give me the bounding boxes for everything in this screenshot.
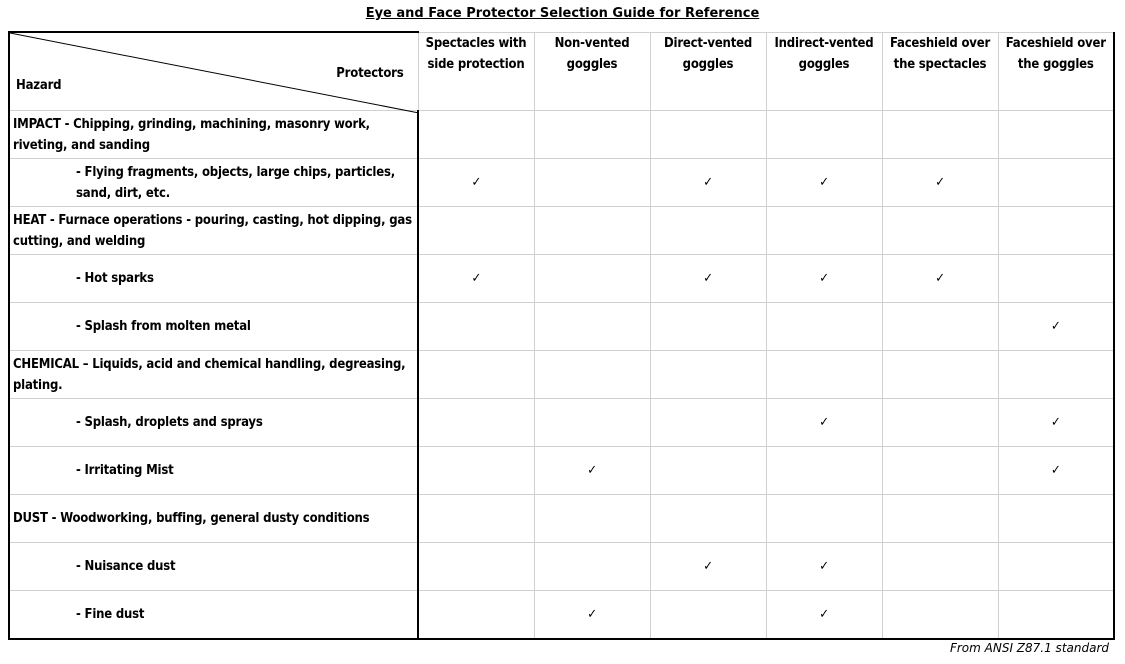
empty-cell <box>418 111 534 159</box>
check-mark-cell <box>766 255 882 303</box>
hazard-label: - Splash from molten metal <box>9 303 418 351</box>
hazard-category-row <box>9 207 1114 255</box>
hazard-category-row <box>9 495 1114 543</box>
check-mark-cell <box>418 159 534 207</box>
hazard-category-row <box>9 111 1114 159</box>
empty-cell <box>650 207 766 255</box>
hazard-label: - Flying fragments, objects, large chips, particles, sand, dirt, etc. <box>9 159 418 207</box>
empty-cell <box>650 303 766 351</box>
hazard-label: - Fine dust <box>9 591 418 640</box>
empty-cell <box>766 111 882 159</box>
hazard-sub-row <box>9 255 1114 303</box>
column-header: Non-vented goggles <box>534 32 650 111</box>
empty-cell <box>998 207 1114 255</box>
empty-cell <box>766 303 882 351</box>
empty-cell <box>418 495 534 543</box>
check-mark-cell <box>998 447 1114 495</box>
hazard-sub-row <box>9 447 1114 495</box>
check-icon: ✓ <box>935 271 945 286</box>
empty-cell <box>882 111 998 159</box>
column-header: Faceshield over the goggles <box>998 32 1114 111</box>
empty-cell <box>534 159 650 207</box>
check-mark-cell <box>650 159 766 207</box>
check-icon: ✓ <box>819 415 829 430</box>
hazard-category-label: IMPACT - Chipping, grinding, machining, masonry work, riveting, and sanding <box>9 111 418 159</box>
empty-cell <box>766 447 882 495</box>
empty-cell <box>534 207 650 255</box>
empty-cell <box>534 351 650 399</box>
empty-cell <box>882 447 998 495</box>
header-row <box>9 32 1114 111</box>
check-mark-cell <box>766 399 882 447</box>
check-mark-cell <box>998 399 1114 447</box>
empty-cell <box>418 399 534 447</box>
check-mark-cell <box>418 255 534 303</box>
check-icon: ✓ <box>1050 415 1061 430</box>
hazard-sub-row <box>9 543 1114 591</box>
hazard-sub-row <box>9 159 1114 207</box>
check-mark-cell <box>882 255 998 303</box>
column-header: Faceshield over the spectacles <box>882 32 998 111</box>
check-icon: ✓ <box>819 175 829 190</box>
check-mark-cell <box>650 543 766 591</box>
check-mark-cell <box>534 591 650 640</box>
empty-cell <box>650 495 766 543</box>
empty-cell <box>534 111 650 159</box>
empty-cell <box>766 351 882 399</box>
check-icon: ✓ <box>703 559 713 574</box>
hazard-label: - Splash, droplets and sprays <box>9 399 418 447</box>
check-mark-cell <box>650 255 766 303</box>
check-icon: ✓ <box>819 607 829 622</box>
hazard-label: Hazard <box>16 78 62 93</box>
hazard-category-label: CHEMICAL – Liquids, acid and chemical handling, degreasing, plating. <box>9 351 418 399</box>
check-icon: ✓ <box>819 559 829 574</box>
check-icon: ✓ <box>471 175 482 190</box>
check-icon: ✓ <box>819 271 829 286</box>
table-body <box>9 111 1114 640</box>
check-mark-cell <box>766 159 882 207</box>
selection-table <box>8 31 1115 640</box>
hazard-label: - Hot sparks <box>9 255 418 303</box>
hazard-category-label: HEAT - Furnace operations - pouring, casting, hot dipping, gas cutting, and welding <box>9 207 418 255</box>
check-icon: ✓ <box>703 175 713 190</box>
check-mark-cell <box>882 159 998 207</box>
page-title: Eye and Face Protector Selection Guide for Reference <box>365 6 760 21</box>
check-icon: ✓ <box>471 271 482 286</box>
check-icon: ✓ <box>587 607 597 622</box>
empty-cell <box>882 495 998 543</box>
empty-cell <box>882 543 998 591</box>
hazard-label: - Nuisance dust <box>9 543 418 591</box>
empty-cell <box>534 303 650 351</box>
empty-cell <box>882 303 998 351</box>
empty-cell <box>534 255 650 303</box>
hazard-sub-row <box>9 303 1114 351</box>
empty-cell <box>534 495 650 543</box>
empty-cell <box>998 111 1114 159</box>
empty-cell <box>882 399 998 447</box>
empty-cell <box>650 399 766 447</box>
empty-cell <box>418 207 534 255</box>
empty-cell <box>418 303 534 351</box>
column-header: Spectacles with side protection <box>418 32 534 111</box>
column-header: Direct-vented goggles <box>650 32 766 111</box>
empty-cell <box>998 255 1114 303</box>
check-icon: ✓ <box>1050 319 1061 334</box>
empty-cell <box>998 591 1114 640</box>
empty-cell <box>534 399 650 447</box>
source-note: From ANSI Z87.1 standard <box>949 641 1109 655</box>
hazard-label: - Irritating Mist <box>9 447 418 495</box>
empty-cell <box>650 591 766 640</box>
empty-cell <box>766 207 882 255</box>
column-header: Indirect-vented goggles <box>766 32 882 111</box>
empty-cell <box>534 543 650 591</box>
check-icon: ✓ <box>1050 463 1061 478</box>
hazard-sub-row <box>9 399 1114 447</box>
empty-cell <box>766 495 882 543</box>
check-icon: ✓ <box>587 463 597 478</box>
hazard-sub-row <box>9 591 1114 640</box>
empty-cell <box>882 351 998 399</box>
empty-cell <box>418 591 534 640</box>
empty-cell <box>998 351 1114 399</box>
empty-cell <box>650 111 766 159</box>
check-mark-cell <box>766 543 882 591</box>
empty-cell <box>650 351 766 399</box>
empty-cell <box>418 543 534 591</box>
empty-cell <box>418 351 534 399</box>
corner-header-cell <box>9 32 418 111</box>
hazard-category-row <box>9 351 1114 399</box>
check-mark-cell <box>534 447 650 495</box>
empty-cell <box>998 159 1114 207</box>
check-mark-cell <box>766 591 882 640</box>
empty-cell <box>882 591 998 640</box>
protectors-label: Protectors <box>336 66 404 81</box>
empty-cell <box>998 543 1114 591</box>
empty-cell <box>418 447 534 495</box>
check-icon: ✓ <box>703 271 713 286</box>
hazard-category-label: DUST - Woodworking, buffing, general dusty conditions <box>9 495 418 543</box>
check-icon: ✓ <box>935 175 945 190</box>
empty-cell <box>650 447 766 495</box>
empty-cell <box>882 207 998 255</box>
check-mark-cell <box>998 303 1114 351</box>
empty-cell <box>998 495 1114 543</box>
